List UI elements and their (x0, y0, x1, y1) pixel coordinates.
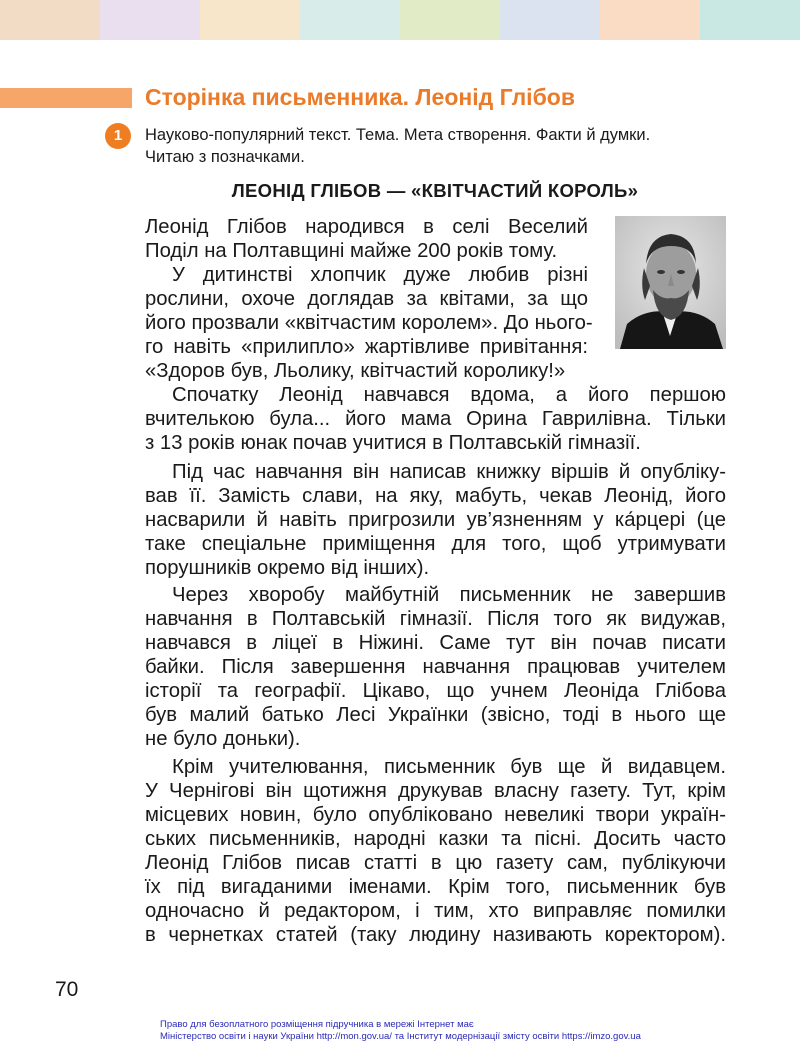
article-line: «Здоров був, Льолику, квітчастий королику!» (145, 360, 566, 382)
article-line: ських письменників, народні казки та пісні. Досить часто (145, 828, 726, 850)
article-line: го навіть «прилипло» жартівливе привітання: (145, 336, 588, 358)
article-line: Крім учителювання, письменник був ще й видавцем. (172, 756, 726, 778)
task-line: Читаю з позначками. (145, 148, 305, 166)
task-line: Науково-популярний текст. Тема. Мета створення. Факти й думки. (145, 126, 651, 144)
article-line: Леонід Глібов народився в селі Веселий (145, 216, 588, 238)
strip-segment (100, 0, 200, 40)
article-line: У Чернігові він щотижня друкував власну газету. Тут, крім (145, 780, 726, 802)
article-line: не було доньки). (145, 728, 301, 750)
strip-segment (0, 0, 100, 40)
page-number: 70 (55, 978, 79, 1001)
section-title: Сторінка письменника. Леонід Глібов (145, 84, 575, 110)
article-line: його прозвали «квітчастим королем». До нього- (145, 312, 593, 334)
article-line: історії та географії. Цікаво, що учнем Леоніда Глібова (145, 680, 726, 702)
article-line: Леонід Глібов писав статті в цю газету сам, публікуючи (145, 852, 726, 874)
article-line: насварили й навіть пригрозили ув’язненням у ка́рцері (це (145, 509, 726, 531)
strip-segment (400, 0, 500, 40)
strip-segment (700, 0, 800, 40)
article-line: Спочатку Леонід навчався вдома, а його першою (172, 384, 726, 406)
article-line: Поділ на Полтавщині майже 200 років тому. (145, 240, 558, 262)
article-line: був малий батько Лесі Українки (звісно, тоді в нього ще (145, 704, 726, 726)
article-line: Під час навчання він написав книжку віршів й опубліку- (172, 461, 726, 483)
article-line: У дитинстві хлопчик дуже любив різні (172, 264, 588, 286)
article-line: одночасно й редактором, і тим, хто виправляє помилки (145, 900, 726, 922)
footer-line: Міністерство освіти і науки України http://mon.gov.ua/ та Інститут модернізації змісту освіти https://imzo.gov.ua (160, 1031, 641, 1042)
article-line: таке спеціальне приміщення для того, щоб утримувати (145, 533, 726, 555)
article-line: вав її. Замість слави, на яку, мабуть, чекав Леонід, його (145, 485, 726, 507)
article-line: байки. Після завершення навчання працював учителем (145, 656, 726, 678)
article-line: їх під вигаданими іменами. Крім того, письменник був (145, 876, 726, 898)
strip-segment (600, 0, 700, 40)
article-line: в чернетках статей (таку людину називають коректором). (145, 924, 726, 946)
task-number-badge: 1 (105, 123, 131, 149)
article-line: з 13 років юнак почав учитися в Полтавській гімназії. (145, 432, 641, 454)
top-color-strip (0, 0, 800, 40)
strip-segment (300, 0, 400, 40)
copyright-footer (160, 1019, 641, 1043)
strip-segment (500, 0, 600, 40)
footer-line: Право для безоплатного розміщення підручника в мережі Інтернет має (160, 1019, 474, 1030)
portrait-photo-icon (615, 216, 726, 349)
strip-segment (200, 0, 300, 40)
article-line: рослини, охоче доглядав за квітами, за що (145, 288, 588, 310)
article-line: Через хворобу майбутній письменник не завершив (172, 584, 726, 606)
section-marker-bar (0, 88, 132, 108)
task-instructions (145, 124, 730, 168)
article-line: навчання в Полтавській гімназії. Після того як видужав, (145, 608, 726, 630)
article-title: ЛЕОНІД ГЛІБОВ — «КВІТЧАСТИЙ КОРОЛЬ» (231, 180, 639, 201)
article-line: вчителькою була... його мама Орина Гаврилівна. Тільки (145, 408, 726, 430)
article-line: порушників окремо від інших). (145, 557, 430, 579)
article-line: навчався в ліцеї в Ніжині. Саме тут він почав писати (145, 632, 726, 654)
article-line: місцевих новин, було опубліковано невеликі твори україн- (145, 804, 726, 826)
